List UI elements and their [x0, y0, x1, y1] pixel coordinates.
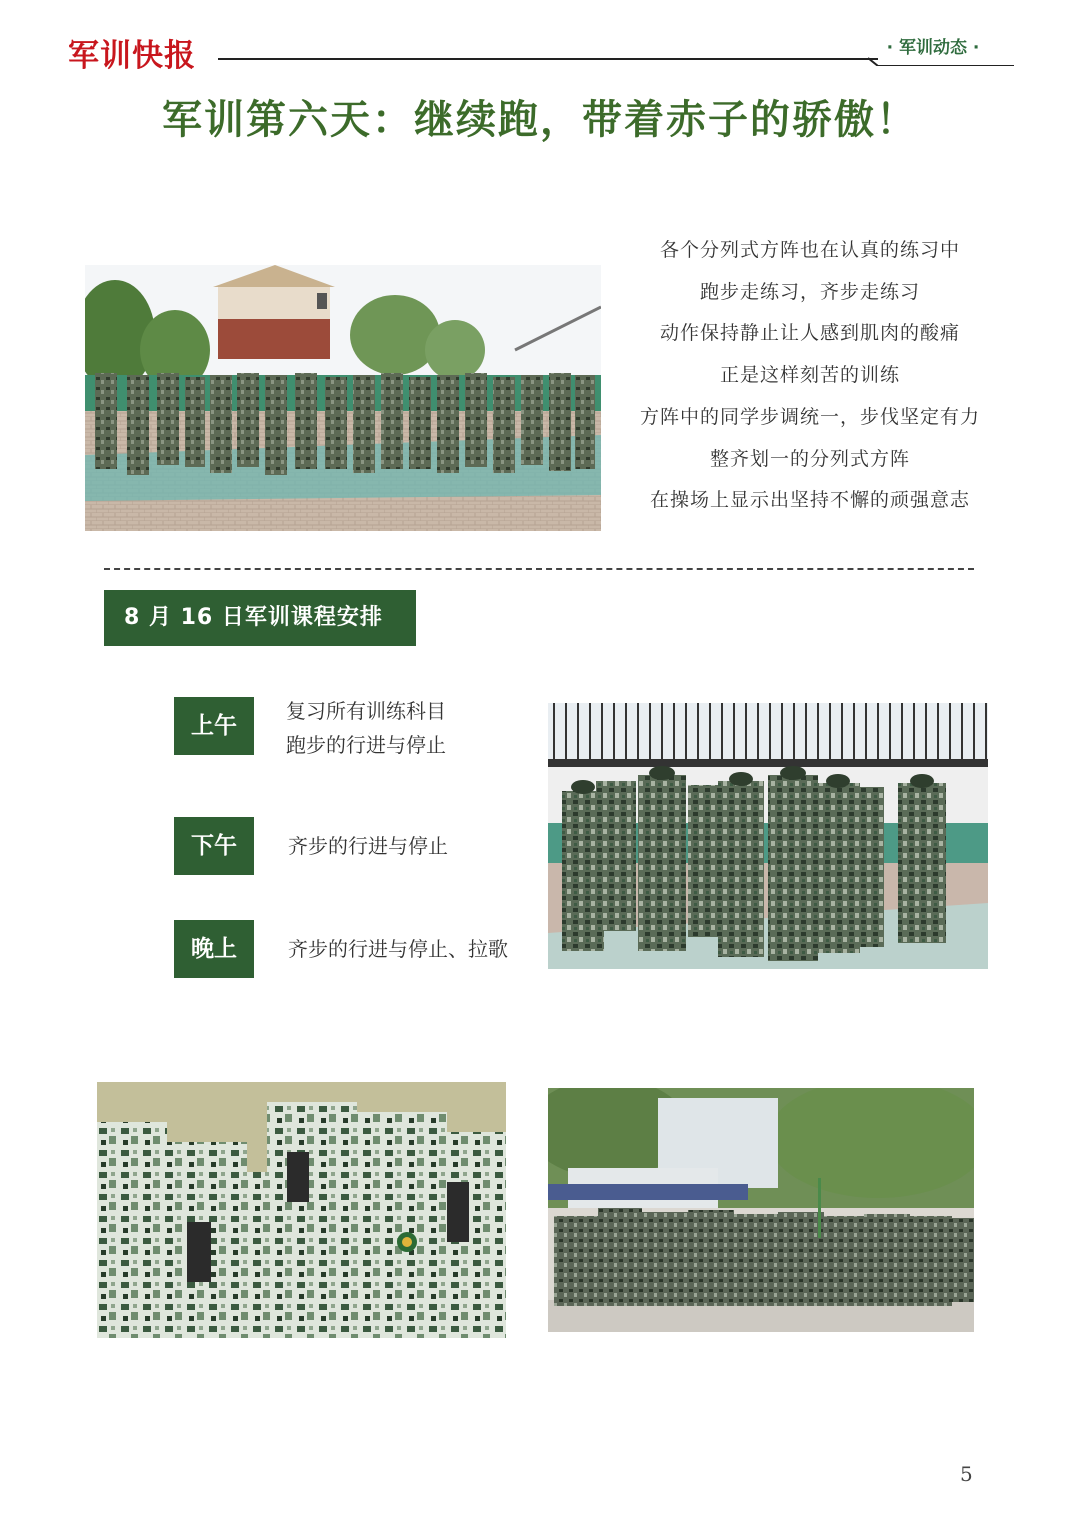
slot-text-afternoon	[288, 829, 448, 863]
poem-line: 动作保持静止让人感到肌肉的酸痛	[659, 322, 960, 345]
schedule-banner: 8 月 16 日军训课程安排	[104, 590, 416, 646]
photo-marching-squad	[548, 703, 988, 969]
photo-squatting-squad	[548, 1088, 974, 1332]
page-title: 军训第六天：继续跑，带着赤子的骄傲！	[162, 97, 918, 143]
poem-line: 跑步走练习，齐步走练习	[699, 280, 920, 303]
poem-line: 在操场上显示出坚持不懈的顽强意志	[649, 489, 970, 512]
poem-block	[606, 230, 1014, 522]
poem-line: 各个分列式方阵也在认真的练习中	[659, 239, 960, 261]
slot-line: 齐步的行进与停止	[288, 834, 448, 858]
slot-text-evening	[288, 932, 508, 966]
slot-text-morning	[286, 694, 446, 762]
section-tab	[868, 34, 1014, 66]
header-rule	[218, 58, 878, 60]
poem-line: 正是这样刻苦的训练	[719, 364, 900, 387]
poem-line: 方阵中的同学步调统一，步伐坚定有力	[639, 405, 980, 428]
newsletter-brand: 军训快报	[68, 38, 196, 74]
dashed-divider	[104, 568, 974, 570]
slot-badge-evening: 晚上	[174, 920, 254, 978]
page-number: 5	[960, 1462, 973, 1486]
photo-trainees-closeup	[97, 1082, 506, 1338]
slot-line: 齐步的行进与停止、拉歌	[288, 937, 508, 961]
poem-line: 整齐划一的分列式方阵	[709, 447, 910, 470]
photo-running-formation	[85, 265, 601, 531]
slot-line: 跑步的行进与停止	[286, 733, 446, 757]
section-tab-label: · 军训动态 ·	[886, 38, 980, 58]
slot-line: 复习所有训练科目	[286, 699, 446, 723]
slot-badge-afternoon: 下午	[174, 817, 254, 875]
slot-badge-morning: 上午	[174, 697, 254, 755]
